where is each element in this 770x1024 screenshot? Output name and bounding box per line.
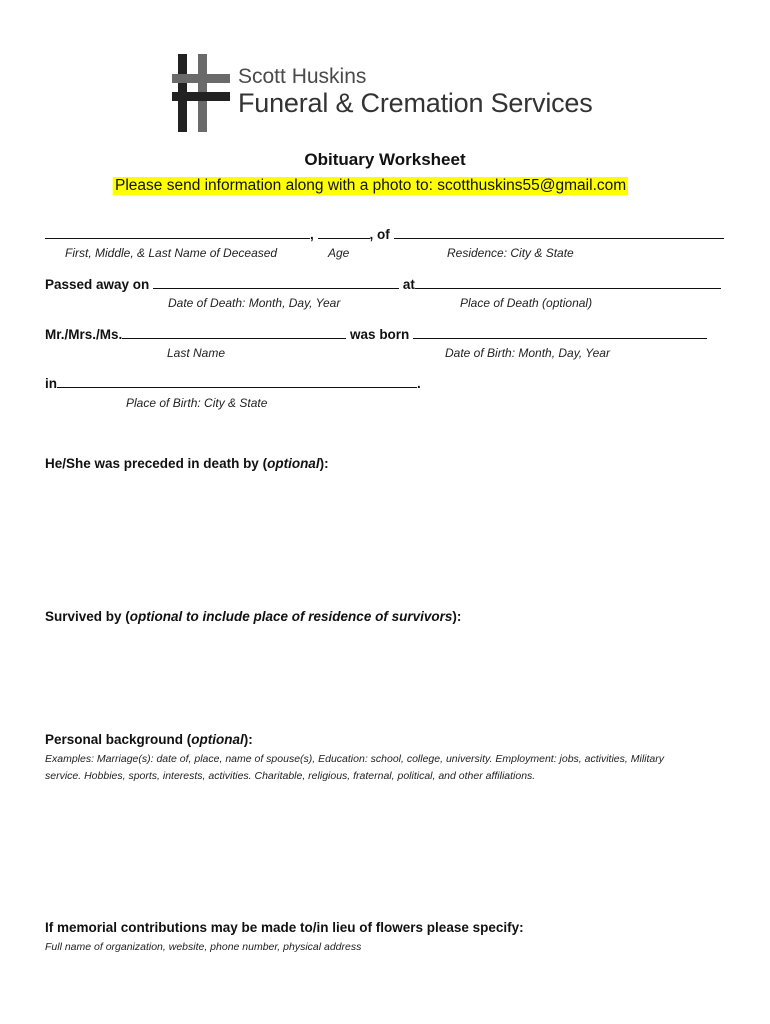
- caption-date-of-death: Date of Death: Month, Day, Year: [168, 296, 341, 310]
- caption-name: First, Middle, & Last Name of Deceased: [65, 246, 278, 260]
- heading-optional: optional: [191, 732, 244, 747]
- of-label: , of: [369, 227, 390, 242]
- place-of-death-field[interactable]: [415, 276, 721, 289]
- memorial-heading: If memorial contributions may be made to/in lieu of flowers please specify:: [45, 920, 524, 935]
- heading-text: Personal background (: [45, 732, 192, 747]
- name-field[interactable]: [45, 226, 310, 239]
- caption-age: Age: [328, 246, 350, 260]
- caption-place-of-death: Place of Death (optional): [460, 296, 593, 310]
- heading-end: ):: [319, 456, 329, 471]
- instruction-highlight: Please send information along with a photo to: scotthuskins55@gmail.com: [115, 177, 627, 194]
- passed-away-label: Passed away on: [45, 277, 150, 292]
- page-title: Obituary Worksheet: [304, 150, 466, 169]
- in-label: in: [45, 376, 57, 391]
- preceded-heading: [45, 456, 329, 471]
- residence-field[interactable]: [394, 226, 724, 239]
- date-of-death-field[interactable]: [153, 276, 399, 289]
- cross-logo-icon: [168, 48, 232, 134]
- company-logo: [168, 48, 598, 136]
- place-of-birth-field[interactable]: [57, 375, 417, 388]
- caption-last-name: Last Name: [167, 346, 226, 360]
- title-label: Mr./Mrs./Ms.: [45, 327, 123, 342]
- preceded-answer-area[interactable]: [45, 476, 725, 586]
- row-1: [45, 226, 724, 242]
- heading-text: He/She was preceded in death by (: [45, 456, 268, 471]
- date-of-birth-field[interactable]: [413, 326, 707, 339]
- caption-place-of-birth: Place of Birth: City & State: [126, 396, 268, 410]
- heading-optional: optional to include place of residence of survivors: [129, 609, 453, 624]
- heading-end: ):: [452, 609, 462, 624]
- heading-text: Survived by (: [45, 609, 130, 624]
- age-field[interactable]: [318, 226, 370, 239]
- at-label: at: [402, 277, 415, 292]
- background-heading: [45, 732, 253, 747]
- survived-answer-area[interactable]: [45, 630, 725, 720]
- last-name-field[interactable]: [122, 326, 346, 339]
- caption-date-of-birth: Date of Birth: Month, Day, Year: [445, 346, 610, 360]
- logo-line-1: Scott Huskins: [238, 65, 367, 88]
- background-answer-area[interactable]: [45, 790, 725, 910]
- row-2: [45, 276, 721, 292]
- row-4: [45, 375, 421, 391]
- was-born-label: was born: [350, 327, 410, 342]
- row-3: [45, 326, 707, 342]
- logo-line-2: Funeral & Cremation Services: [238, 88, 593, 118]
- heading-end: ):: [243, 732, 253, 747]
- period: .: [417, 376, 421, 391]
- memorial-note: Full name of organization, website, phone number, physical address: [45, 941, 362, 953]
- background-note-line-2: service. Hobbies, sports, interests, activities. Charitable, religious, fraternal, political, and other affiliations.: [45, 770, 536, 782]
- survived-heading: [45, 609, 461, 624]
- heading-optional: optional: [267, 456, 320, 471]
- background-note-line-1: Examples: Marriage(s): date of, place, name of spouse(s), Education: school, college, university. Employment: jobs, activities, Military: [45, 753, 664, 765]
- separator: ,: [310, 227, 314, 242]
- memorial-answer-area[interactable]: [45, 960, 725, 1016]
- caption-residence: Residence: City & State: [447, 246, 574, 260]
